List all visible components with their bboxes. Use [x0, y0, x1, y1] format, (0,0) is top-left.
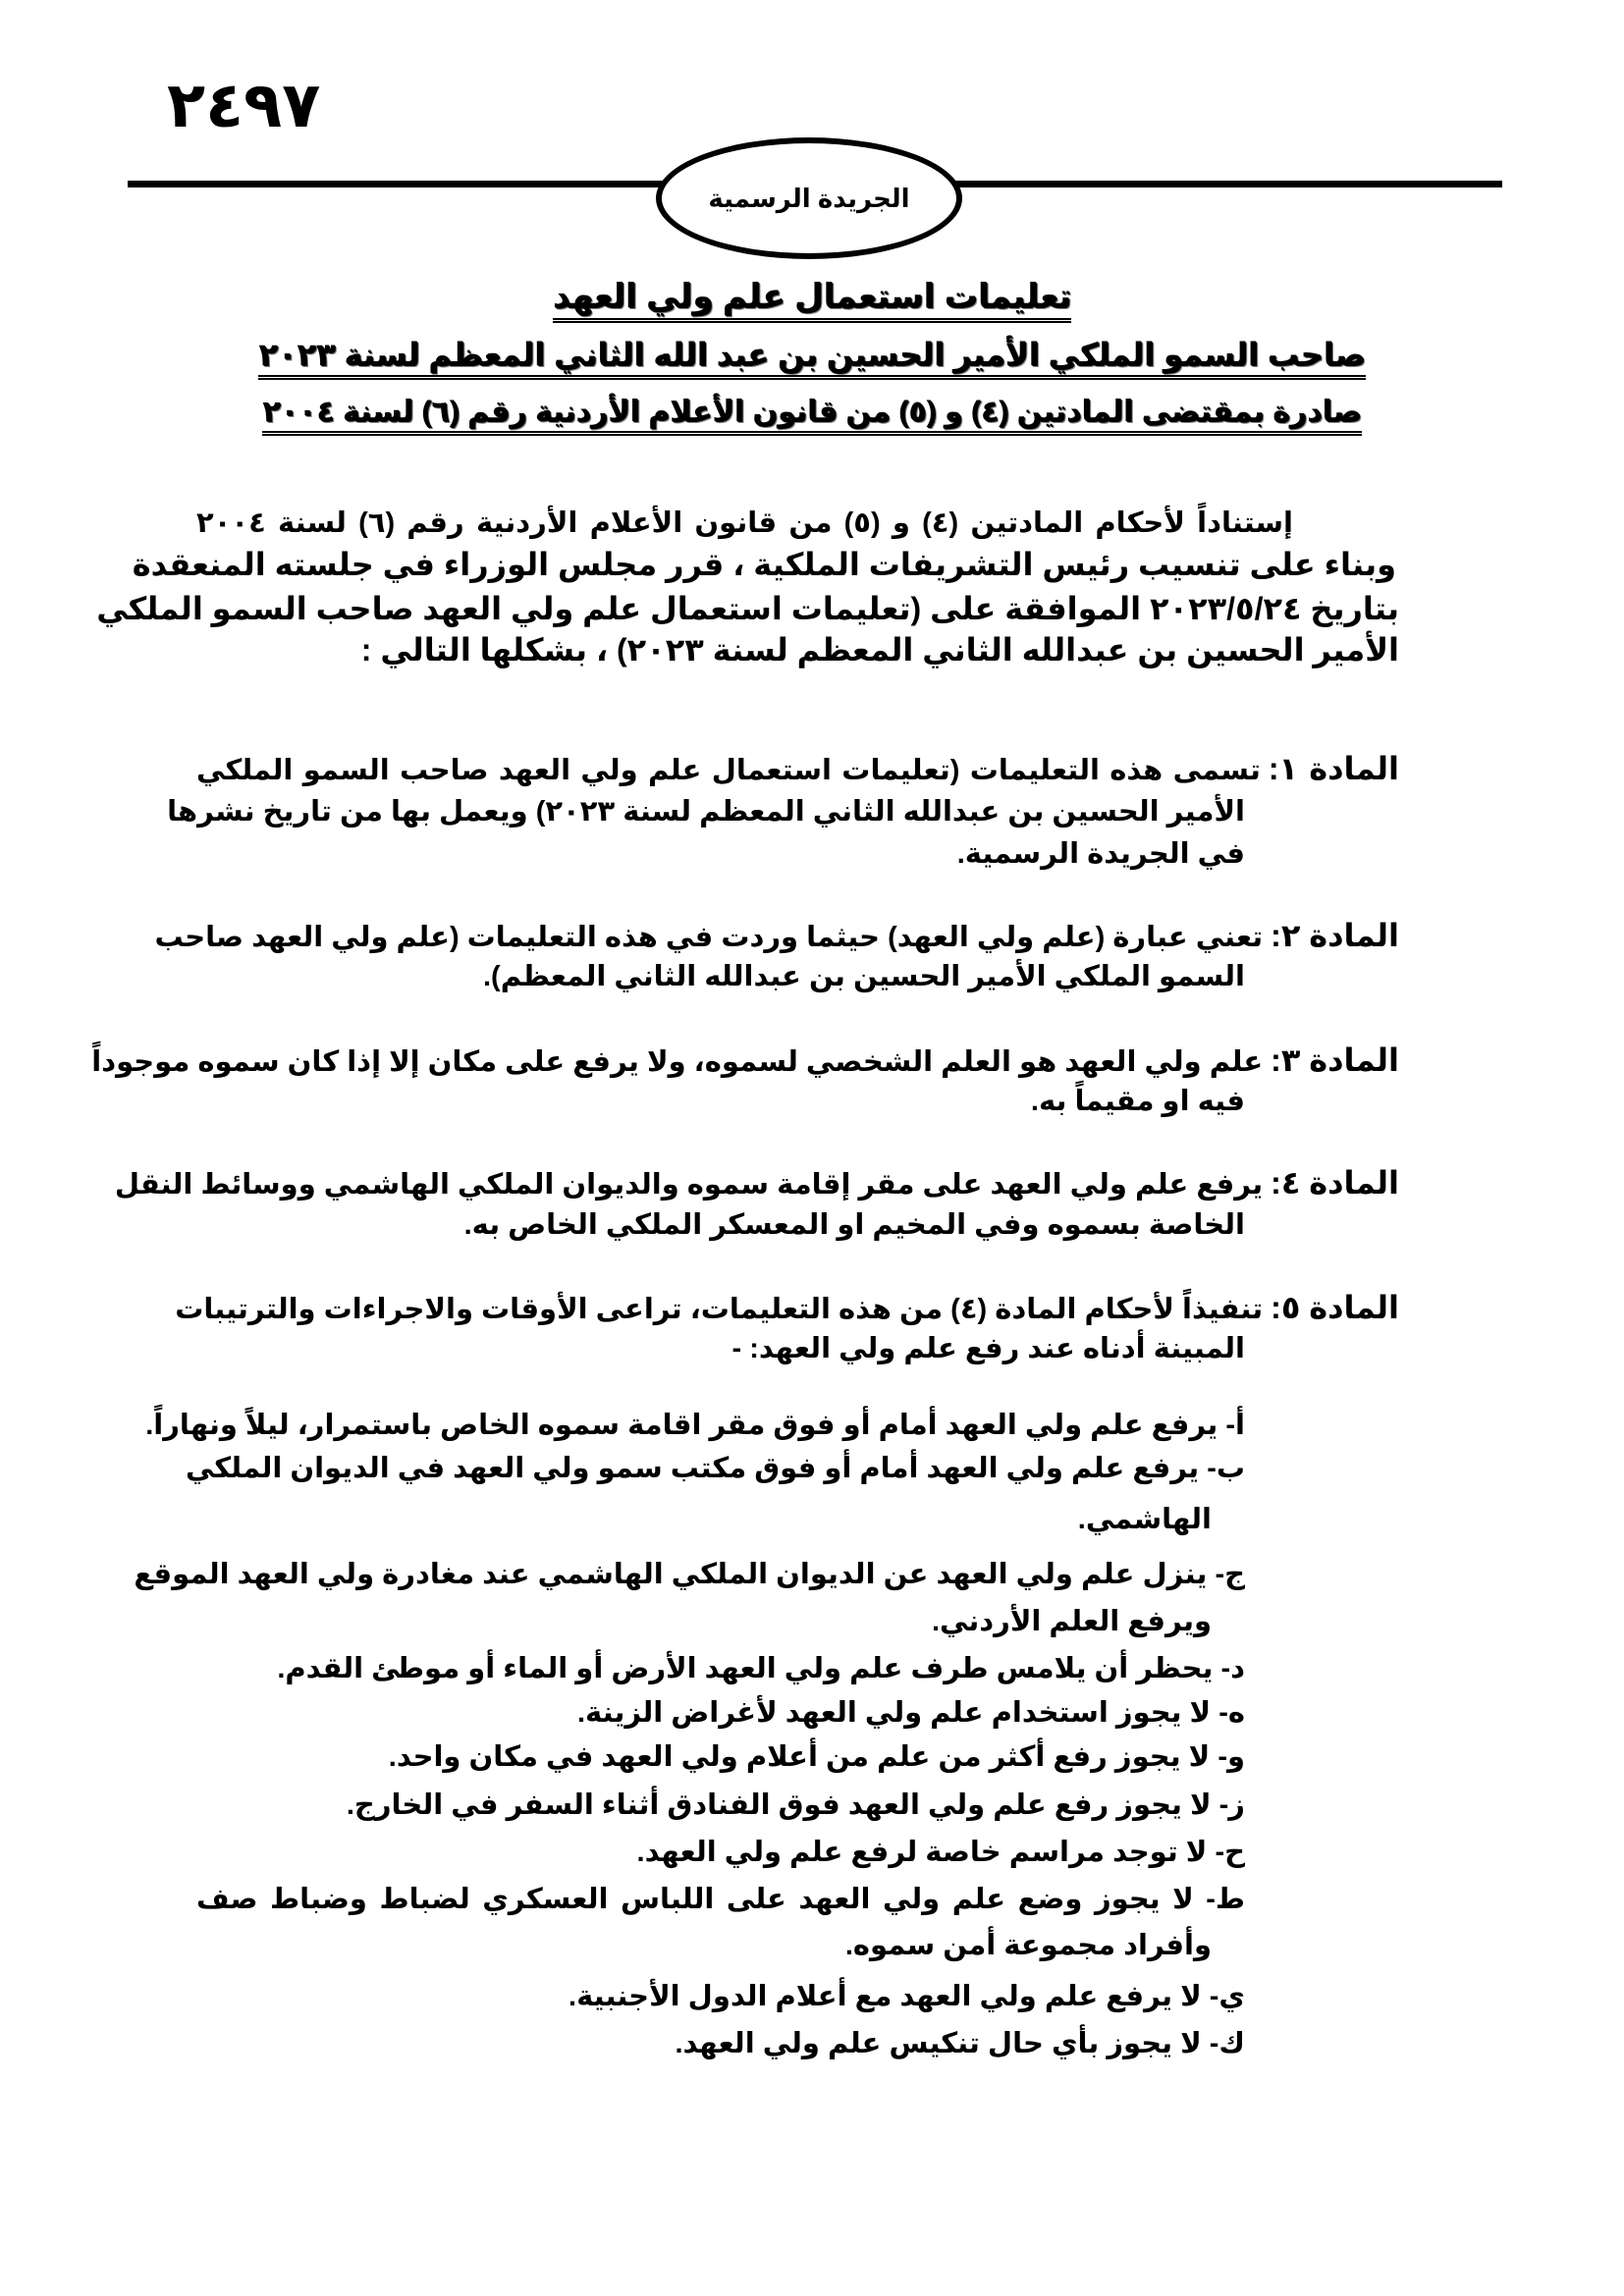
article-line: الأمير الحسين بن عبدالله الثاني المعظم لسنة ٢٠٢٣) ويعمل بها من تاريخ نشرها	[167, 796, 1245, 828]
preamble-line: الأمير الحسين بن عبدالله الثاني المعظم لسنة ٢٠٢٣) ، بشكلها التالي :	[360, 632, 1399, 667]
article-label: المادة ٣:	[1271, 1042, 1399, 1078]
list-item: ج- ينزل علم ولي العهد عن الديوان الملكي الهاشمي عند مغادرة ولي العهد الموقع	[134, 1559, 1245, 1590]
list-item-line: ويرفع العلم الأردني.	[931, 1606, 1212, 1637]
list-item: ه- لا يجوز استخدام علم ولي العهد لأغراض الزينة.	[576, 1697, 1245, 1729]
list-item: د- يحظر أن يلامس طرف علم ولي العهد الأرض أو الماء أو موطئ القدم.	[277, 1653, 1245, 1684]
article-1: المادة ١:تسمى هذه التعليمات (تعليمات استعمال علم ولي العهد صاحب السمو الملكي	[196, 751, 1400, 786]
article-line: فيه او مقيماً به.	[1030, 1086, 1245, 1117]
document-subtitle: صاحب السمو الملكي الأمير الحسين بن عبد الله الثاني المعظم لسنة ٢٠٢٣	[196, 336, 1428, 380]
article-2: المادة ٢:تعني عبارة (علم ولي العهد) حيثما وردت في هذه التعليمات (علم ولي العهد صاحب	[154, 918, 1399, 953]
article-4: المادة ٤:يرفع علم ولي العهد على مقر إقامة سموه والديوان الملكي الهاشمي ووسائط النقل	[114, 1165, 1399, 1201]
article-label: المادة ٢:	[1271, 918, 1399, 953]
list-item-line: الهاشمي.	[1077, 1504, 1212, 1535]
gazette-name: الجريدة الرسمية	[708, 183, 910, 213]
document-title: تعليمات استعمال علم ولي العهد	[196, 277, 1428, 323]
list-item-line: وأفراد مجموعة أمن سموه.	[844, 1930, 1212, 1961]
article-3: المادة ٣:علم ولي العهد هو العلم الشخصي لسموه، ولا يرفع على مكان إلا إذا كان سموه موجوداً	[91, 1042, 1399, 1078]
gazette-emblem	[656, 137, 962, 259]
article-label: المادة ١:	[1268, 751, 1400, 786]
list-item: ك- لا يجوز بأي حال تنكيس علم ولي العهد.	[675, 2028, 1245, 2059]
list-item: ز- لا يجوز رفع علم ولي العهد فوق الفنادق أثناء السفر في الخارج.	[346, 1789, 1245, 1821]
article-line: السمو الملكي الأمير الحسين بن عبدالله الثاني المعظم).	[483, 961, 1245, 992]
article-label: المادة ٤:	[1271, 1165, 1399, 1201]
preamble-line: بتاريخ ٢٠٢٣/٥/٢٤ الموافقة على (تعليمات استعمال علم ولي العهد صاحب السمو الملكي	[96, 591, 1399, 626]
preamble-line: وبناء على تنسيب رئيس التشريفات الملكية ، قرر مجلس الوزراء في جلسته المنعقدة	[132, 547, 1396, 582]
article-line: في الجريدة الرسمية.	[956, 838, 1245, 870]
list-item: أ- يرفع علم ولي العهد أمام أو فوق مقر اقامة سموه الخاص باستمرار، ليلاً ونهاراً.	[145, 1410, 1245, 1441]
list-item: ب- يرفع علم ولي العهد أمام أو فوق مكتب سمو ولي العهد في الديوان الملكي	[185, 1453, 1245, 1484]
list-item: و- لا يجوز رفع أكثر من علم من أعلام ولي العهد في مكان واحد.	[388, 1741, 1245, 1773]
list-item: ي- لا يرفع علم ولي العهد مع أعلام الدول الأجنبية.	[568, 1981, 1245, 2012]
list-item: ح- لا توجد مراسم خاصة لرفع علم ولي العهد.	[636, 1837, 1245, 1868]
document-legal-basis: صادرة بمقتضى المادتين (٤) و (٥) من قانون الأعلام الأردنية رقم (٦) لسنة ٢٠٠٤	[196, 395, 1428, 436]
article-line: المبينة أدناه عند رفع علم ولي العهد: -	[731, 1333, 1245, 1364]
article-label: المادة ٥:	[1271, 1290, 1399, 1325]
page-number: ٢٤٩٧	[167, 70, 321, 140]
article-5: المادة ٥:تنفيذاً لأحكام المادة (٤) من هذه التعليمات، تراعى الأوقات والاجراءات والترتيبات	[175, 1290, 1399, 1325]
preamble-line: إستناداً لأحكام المادتين (٤) و (٥) من قانون الأعلام الأردنية رقم (٦) لسنة ٢٠٠٤	[196, 507, 1293, 539]
article-line: الخاصة بسموه وفي المخيم او المعسكر الملكي الخاص به.	[463, 1209, 1245, 1241]
list-item: ط- لا يجوز وضع علم ولي العهد على اللباس العسكري لضباط وضباط صف	[196, 1884, 1245, 1915]
